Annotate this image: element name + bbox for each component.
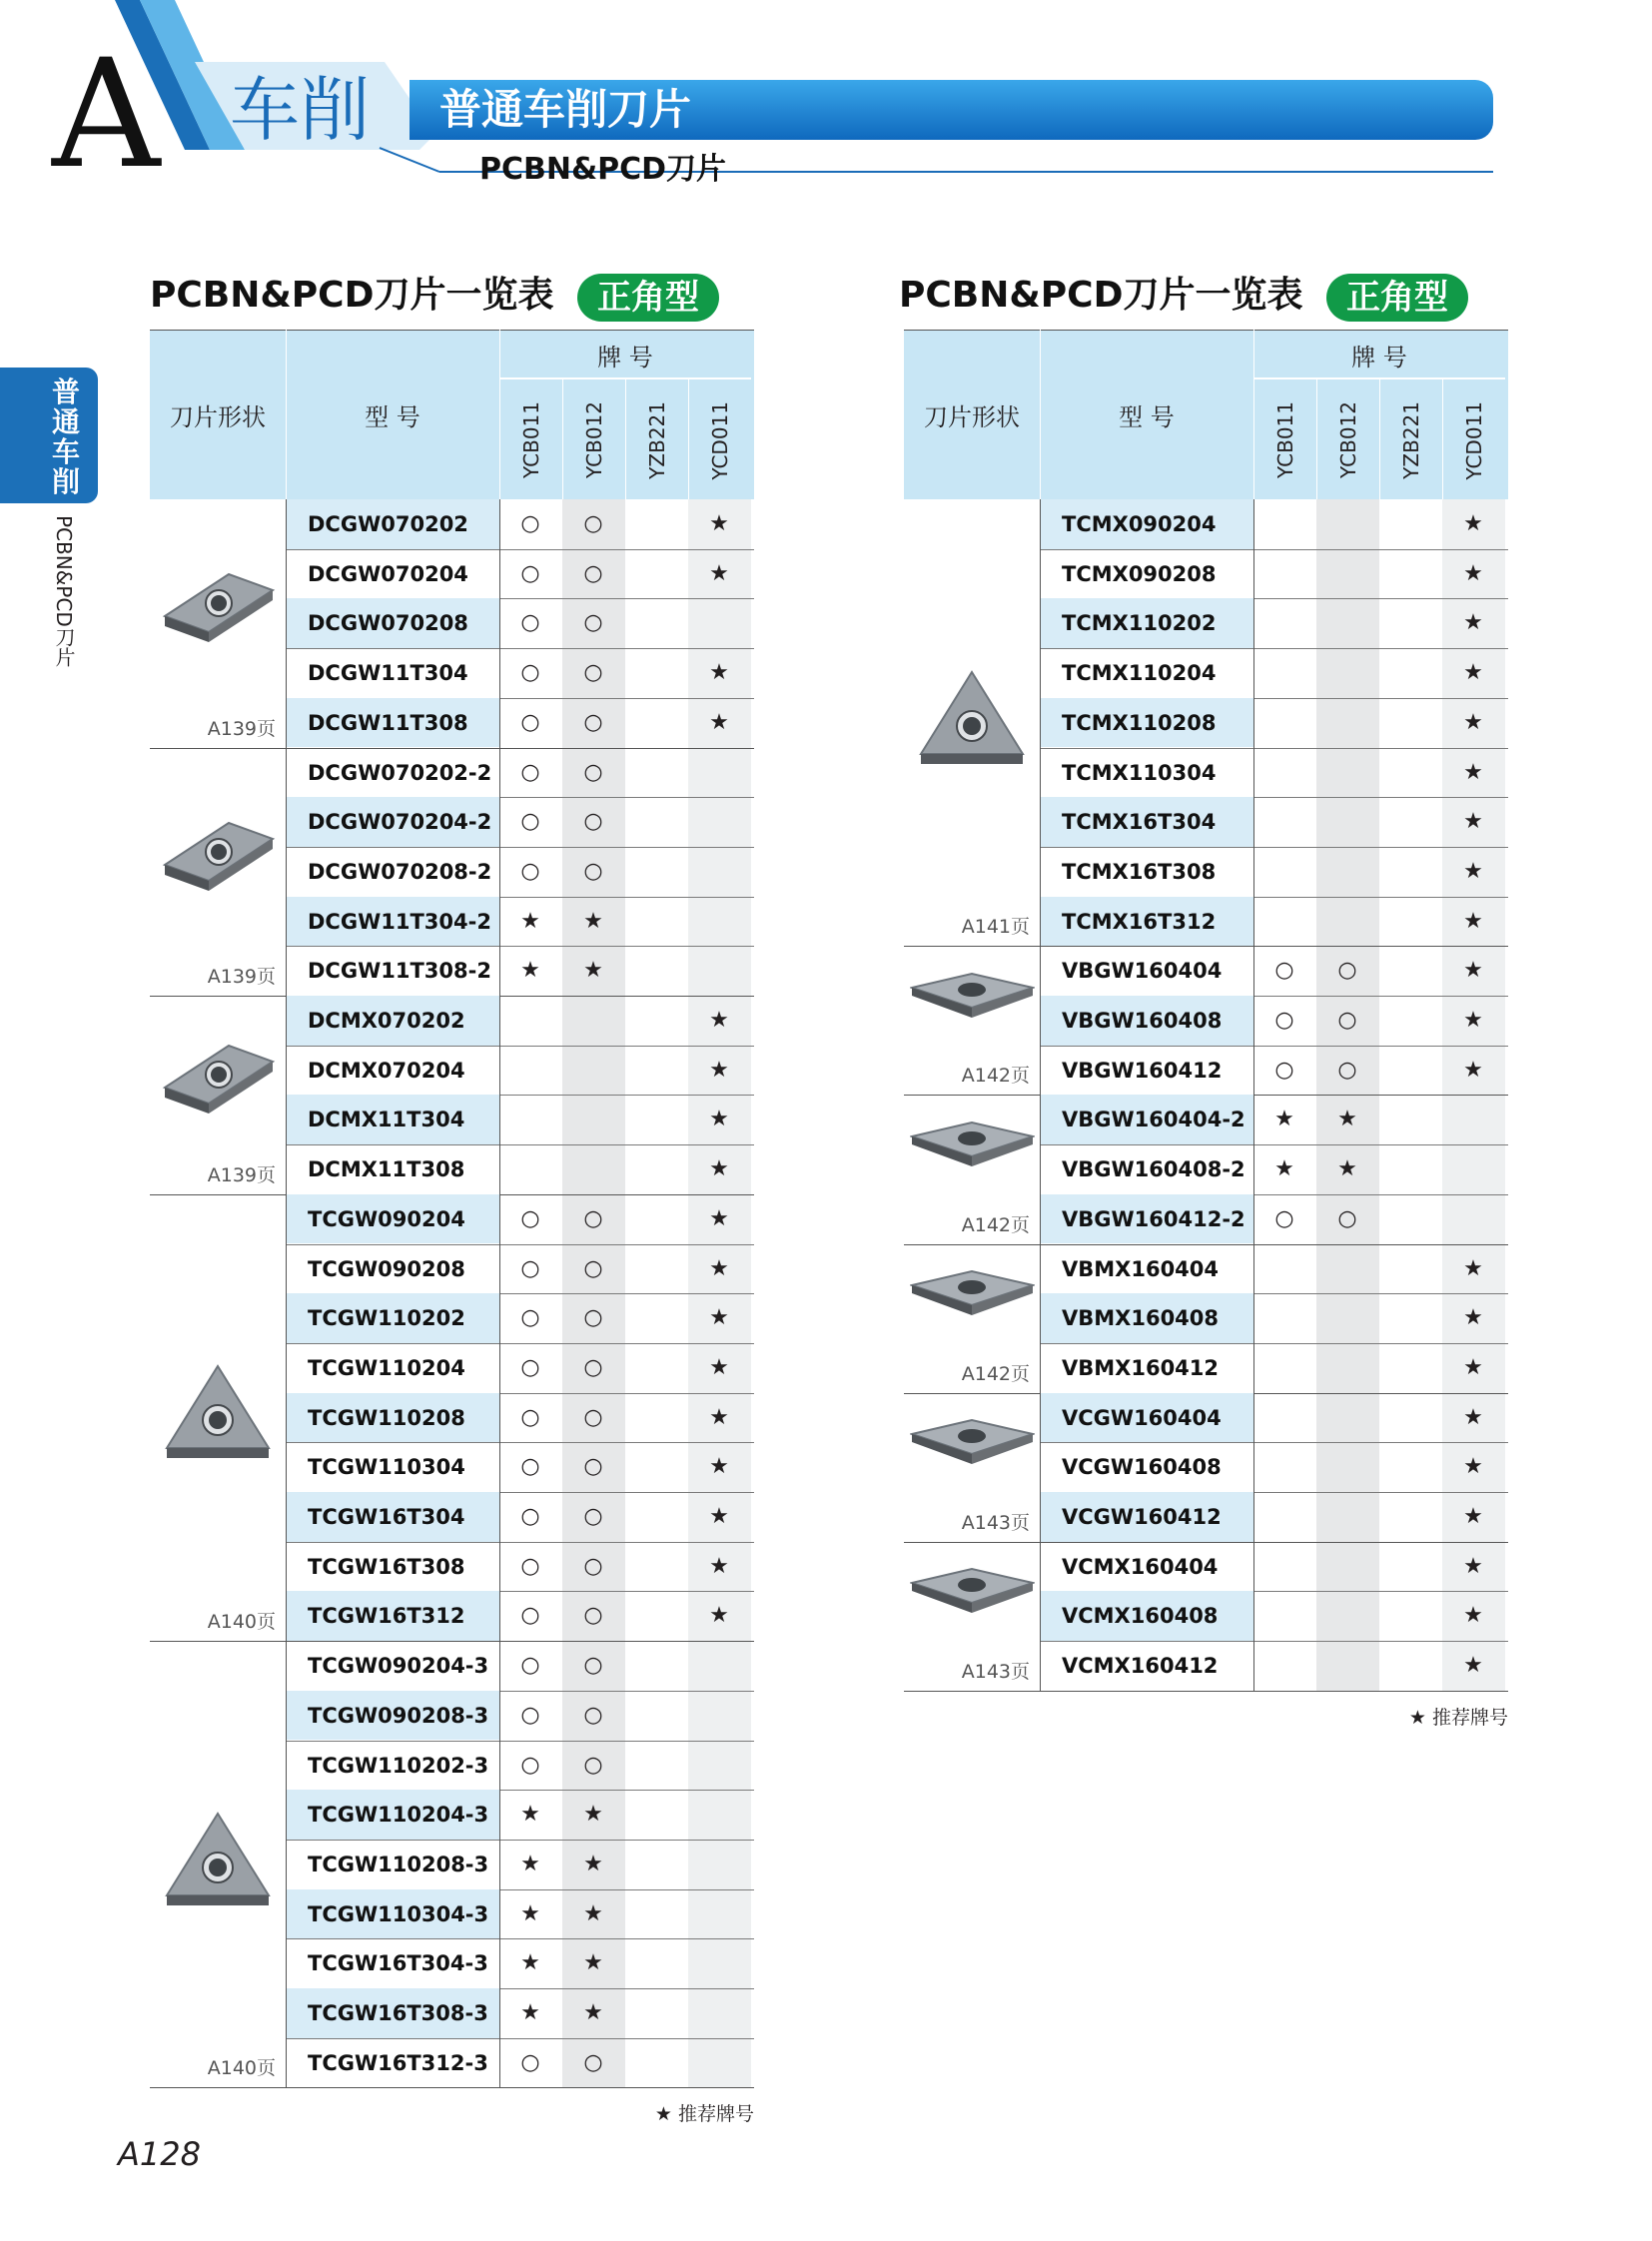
model-cell: TCGW110202	[308, 1306, 465, 1331]
grade-mark: ○	[1274, 958, 1294, 984]
model-cell: DCMX070204	[308, 1058, 465, 1083]
model-cell: VCMX160412	[1062, 1654, 1219, 1679]
grade-mark: ○	[583, 1205, 603, 1231]
grade-mark: ★	[1463, 511, 1483, 536]
grade-mark: ★	[709, 1504, 729, 1529]
grade-mark: ○	[1337, 1205, 1357, 1231]
model-cell: DCGW070208-2	[308, 859, 492, 884]
model-cell: DCGW11T304	[308, 661, 468, 686]
diamond-insert-icon	[904, 1561, 1040, 1621]
model-cell: TCGW16T308-3	[308, 2001, 488, 2025]
grade-mark: ○	[520, 1653, 540, 1679]
triangle-insert-icon	[904, 668, 1040, 768]
header-shape: 刀片形状	[170, 403, 266, 431]
grade-mark: ○	[520, 511, 540, 536]
model-cell: DCGW11T308-2	[308, 959, 491, 984]
model-cell: VBMX160408	[1062, 1306, 1220, 1331]
grade-mark: ○	[583, 1603, 603, 1629]
grade-mark: ★	[1463, 759, 1483, 785]
model-cell: VBGW160404-2	[1062, 1108, 1245, 1132]
model-cell: TCGW090208-3	[308, 1703, 489, 1728]
grade-mark: ★	[709, 1404, 729, 1430]
model-cell: DCGW11T304-2	[308, 909, 491, 934]
grade-mark: ○	[583, 560, 603, 586]
grade-mark: ○	[583, 2049, 603, 2075]
grade-mark: ★	[1463, 1454, 1483, 1480]
model-cell: DCGW070204-2	[308, 810, 492, 835]
diamond-insert-icon	[904, 1263, 1040, 1323]
grade-mark: ★	[1463, 1653, 1483, 1679]
grade-mark: ○	[583, 759, 603, 785]
grade-mark: ★	[583, 1851, 603, 1876]
model-cell: TCMX090208	[1062, 561, 1217, 586]
page-ref: A142页	[961, 1065, 1030, 1088]
model-cell: DCMX070202	[308, 1009, 465, 1033]
left-table-title: PCBN&PCD刀片一览表	[150, 275, 554, 316]
page-title: 普通车削刀片	[439, 85, 692, 134]
grade-mark: ★	[709, 1008, 729, 1033]
grade-mark: ★	[1463, 1008, 1483, 1033]
grade-mark: ○	[520, 660, 540, 686]
grade-mark: ★	[583, 2000, 603, 2025]
grade-mark: ○	[520, 1504, 540, 1529]
model-cell: DCGW070202	[308, 512, 468, 536]
grade-mark: ★	[520, 908, 540, 934]
model-cell: VCGW160408	[1062, 1455, 1222, 1480]
grade-header: YZB221	[1399, 401, 1423, 479]
grade-mark: ○	[583, 858, 603, 884]
model-cell: DCMX11T304	[308, 1108, 465, 1132]
grade-mark: ○	[520, 858, 540, 884]
grade-mark: ★	[1463, 709, 1483, 735]
grade-mark: ○	[583, 709, 603, 735]
grade-mark: ★	[1463, 560, 1483, 586]
grade-mark: ★	[709, 1305, 729, 1331]
model-cell: DCGW070208	[308, 611, 468, 636]
grade-mark: ○	[583, 809, 603, 835]
model-cell: DCGW11T308	[308, 710, 468, 735]
page-ref: A141页	[961, 916, 1030, 939]
grade-mark: ★	[520, 1950, 540, 1976]
diamond-insert-icon	[904, 1115, 1040, 1174]
grade-mark: ★	[1463, 809, 1483, 835]
grade-mark: ○	[583, 1504, 603, 1529]
grade-mark: ★	[709, 560, 729, 586]
model-cell: VCMX160404	[1062, 1554, 1219, 1579]
grade-mark: ★	[1463, 1057, 1483, 1083]
rhombus-insert-icon	[150, 1040, 286, 1120]
grade-header: YCB012	[582, 401, 606, 478]
model-cell: TCMX090204	[1062, 512, 1217, 536]
model-cell: VBMX160404	[1062, 1256, 1220, 1281]
model-cell: DCGW070204	[308, 561, 468, 586]
grade-mark: ★	[583, 958, 603, 984]
page-ref: A139页	[207, 966, 276, 988]
grade-mark: ★	[1463, 1504, 1483, 1529]
grade-mark: ○	[583, 1305, 603, 1331]
grade-mark: ○	[1337, 958, 1357, 984]
grade-mark: ★	[1337, 1156, 1357, 1182]
model-cell: TCMX16T304	[1062, 810, 1217, 835]
right-table-title: PCBN&PCD刀片一览表	[899, 275, 1303, 316]
grade-mark: ★	[583, 1802, 603, 1828]
grade-header: YCB012	[1336, 401, 1360, 478]
side-tab-label: 普通车削	[51, 375, 80, 498]
page-ref: A139页	[207, 1163, 276, 1186]
page-ref: A142页	[961, 1213, 1030, 1236]
model-cell: TCGW16T308	[308, 1554, 465, 1579]
grade-mark: ★	[709, 511, 729, 536]
grade-mark: ★	[709, 1354, 729, 1380]
grade-mark: ★	[583, 1950, 603, 1976]
grade-mark: ○	[520, 709, 540, 735]
grade-mark: ★	[1463, 610, 1483, 636]
model-cell: TCGW110208-3	[308, 1852, 489, 1876]
grade-mark: ○	[520, 1305, 540, 1331]
page-number: A128	[118, 2135, 201, 2173]
grade-mark: ★	[520, 1802, 540, 1828]
grade-mark: ○	[520, 1404, 540, 1430]
model-cell: TCGW110202-3	[308, 1753, 489, 1778]
grade-mark: ○	[520, 1702, 540, 1728]
model-cell: TCGW110304	[308, 1455, 465, 1480]
model-cell: TCGW110304-3	[308, 1901, 489, 1926]
model-cell: DCMX11T308	[308, 1157, 465, 1182]
grade-mark: ○	[583, 511, 603, 536]
model-cell: VBMX160412	[1062, 1355, 1220, 1380]
grade-mark: ★	[1463, 1354, 1483, 1380]
grade-mark: ★	[520, 1900, 540, 1926]
grade-header: YCB011	[519, 401, 543, 478]
section-letter: A	[52, 28, 161, 202]
model-cell: TCMX16T312	[1062, 909, 1217, 934]
grade-mark: ○	[583, 610, 603, 636]
grade-mark: ○	[583, 1454, 603, 1480]
grade-mark: ○	[520, 1603, 540, 1629]
grade-mark: ○	[1337, 1057, 1357, 1083]
grade-mark: ○	[583, 1404, 603, 1430]
grade-mark: ○	[583, 660, 603, 686]
model-cell: VBGW160404	[1062, 959, 1223, 984]
grade-mark: ○	[1274, 1008, 1294, 1033]
header-model: 型 号	[1119, 403, 1175, 431]
header-shape: 刀片形状	[924, 403, 1020, 431]
page-ref: A140页	[207, 2057, 276, 2080]
model-cell: TCGW16T304	[308, 1505, 465, 1529]
model-cell: TCGW110204-3	[308, 1803, 489, 1828]
grade-mark: ★	[1463, 858, 1483, 884]
model-cell: DCGW070202-2	[308, 760, 492, 785]
triangle-insert-icon	[150, 1810, 286, 1909]
grade-mark: ★	[1463, 660, 1483, 686]
model-cell: VBGW160408-2	[1062, 1157, 1245, 1182]
diamond-insert-icon	[904, 1412, 1040, 1472]
rhombus-insert-icon	[150, 817, 286, 897]
grade-mark: ★	[1463, 1553, 1483, 1579]
grade-mark: ○	[520, 1354, 540, 1380]
grade-mark: ○	[583, 1702, 603, 1728]
grade-mark: ★	[709, 709, 729, 735]
model-cell: TCGW110204	[308, 1355, 465, 1380]
grade-mark: ★	[709, 1603, 729, 1629]
model-cell: VCGW160404	[1062, 1405, 1222, 1430]
grade-mark: ★	[1274, 1156, 1294, 1182]
grade-mark: ★	[583, 908, 603, 934]
model-cell: VBGW160412-2	[1062, 1206, 1245, 1231]
grade-header: YCD011	[1462, 401, 1486, 480]
model-cell: TCGW090204-3	[308, 1654, 489, 1679]
model-cell: VCMX160408	[1062, 1604, 1219, 1629]
grade-mark: ○	[520, 1553, 540, 1579]
chapter-title: 车削	[230, 69, 370, 151]
right-badge: 正角型	[1326, 274, 1468, 322]
model-cell: TCGW16T312	[308, 1604, 465, 1629]
grade-mark: ★	[1463, 1305, 1483, 1331]
model-cell: TCGW090208	[308, 1256, 465, 1281]
grade-mark: ○	[1337, 1008, 1357, 1033]
grade-mark: ★	[1463, 1255, 1483, 1281]
diamond-insert-icon	[904, 966, 1040, 1026]
legend: ★ 推荐牌号	[1408, 1706, 1508, 1729]
model-cell: TCGW16T312-3	[308, 2050, 488, 2075]
grade-mark: ○	[1274, 1057, 1294, 1083]
model-cell: TCMX110208	[1062, 710, 1217, 735]
grade-mark: ○	[583, 1553, 603, 1579]
grade-mark: ★	[709, 1057, 729, 1083]
grade-mark: ○	[583, 1255, 603, 1281]
grade-mark: ○	[583, 1752, 603, 1778]
grade-mark: ○	[520, 809, 540, 835]
grade-header: YZB221	[645, 401, 669, 479]
page-ref: A143页	[961, 1511, 1030, 1534]
grade-mark: ○	[520, 2049, 540, 2075]
grade-mark: ★	[520, 2000, 540, 2025]
grade-mark: ★	[709, 1156, 729, 1182]
grade-mark: ★	[1274, 1107, 1294, 1132]
grade-mark: ★	[709, 660, 729, 686]
model-cell: TCGW110208	[308, 1405, 465, 1430]
header-model: 型 号	[365, 403, 420, 431]
page-ref: A142页	[961, 1362, 1030, 1385]
model-cell: TCMX16T308	[1062, 859, 1217, 884]
grade-mark: ★	[709, 1553, 729, 1579]
grade-mark: ★	[520, 958, 540, 984]
triangle-insert-icon	[150, 1362, 286, 1462]
model-cell: TCMX110204	[1062, 661, 1217, 686]
grade-header: YCB011	[1273, 401, 1297, 478]
grade-mark: ★	[709, 1255, 729, 1281]
model-cell: TCGW16T304-3	[308, 1951, 488, 1976]
grade-mark: ○	[583, 1653, 603, 1679]
grade-mark: ★	[709, 1205, 729, 1231]
grade-mark: ○	[520, 560, 540, 586]
grade-mark: ○	[1274, 1205, 1294, 1231]
grade-mark: ○	[520, 759, 540, 785]
header-brand: 牌 号	[597, 344, 653, 372]
grade-mark: ○	[520, 1205, 540, 1231]
grade-header: YCD011	[708, 401, 732, 480]
page-subtitle: PCBN&PCD刀片	[479, 152, 727, 187]
grade-mark: ○	[520, 610, 540, 636]
grade-mark: ★	[1463, 958, 1483, 984]
model-cell: VCGW160412	[1062, 1505, 1222, 1529]
legend: ★ 推荐牌号	[654, 2103, 754, 2126]
grade-mark: ○	[520, 1454, 540, 1480]
rhombus-insert-icon	[150, 568, 286, 648]
model-cell: TCGW090204	[308, 1206, 465, 1231]
grade-mark: ○	[520, 1752, 540, 1778]
grade-mark: ○	[583, 1354, 603, 1380]
page-ref: A140页	[207, 1611, 276, 1634]
grade-mark: ★	[1337, 1107, 1357, 1132]
model-cell: VBGW160408	[1062, 1009, 1223, 1033]
grade-mark: ★	[520, 1851, 540, 1876]
side-vertical-label: PCBN&PCD刀片	[52, 515, 76, 667]
grade-mark: ★	[709, 1107, 729, 1132]
model-cell: TCMX110202	[1062, 611, 1217, 636]
page-ref: A143页	[961, 1660, 1030, 1683]
grade-mark: ★	[1463, 908, 1483, 934]
grade-mark: ★	[709, 1454, 729, 1480]
model-cell: TCMX110304	[1062, 760, 1217, 785]
page-ref: A139页	[207, 717, 276, 740]
grade-mark: ★	[583, 1900, 603, 1926]
model-cell: VBGW160412	[1062, 1058, 1223, 1083]
left-badge: 正角型	[577, 274, 719, 322]
grade-mark: ★	[1463, 1404, 1483, 1430]
grade-mark: ○	[520, 1255, 540, 1281]
grade-mark: ★	[1463, 1603, 1483, 1629]
header-brand: 牌 号	[1351, 344, 1407, 372]
